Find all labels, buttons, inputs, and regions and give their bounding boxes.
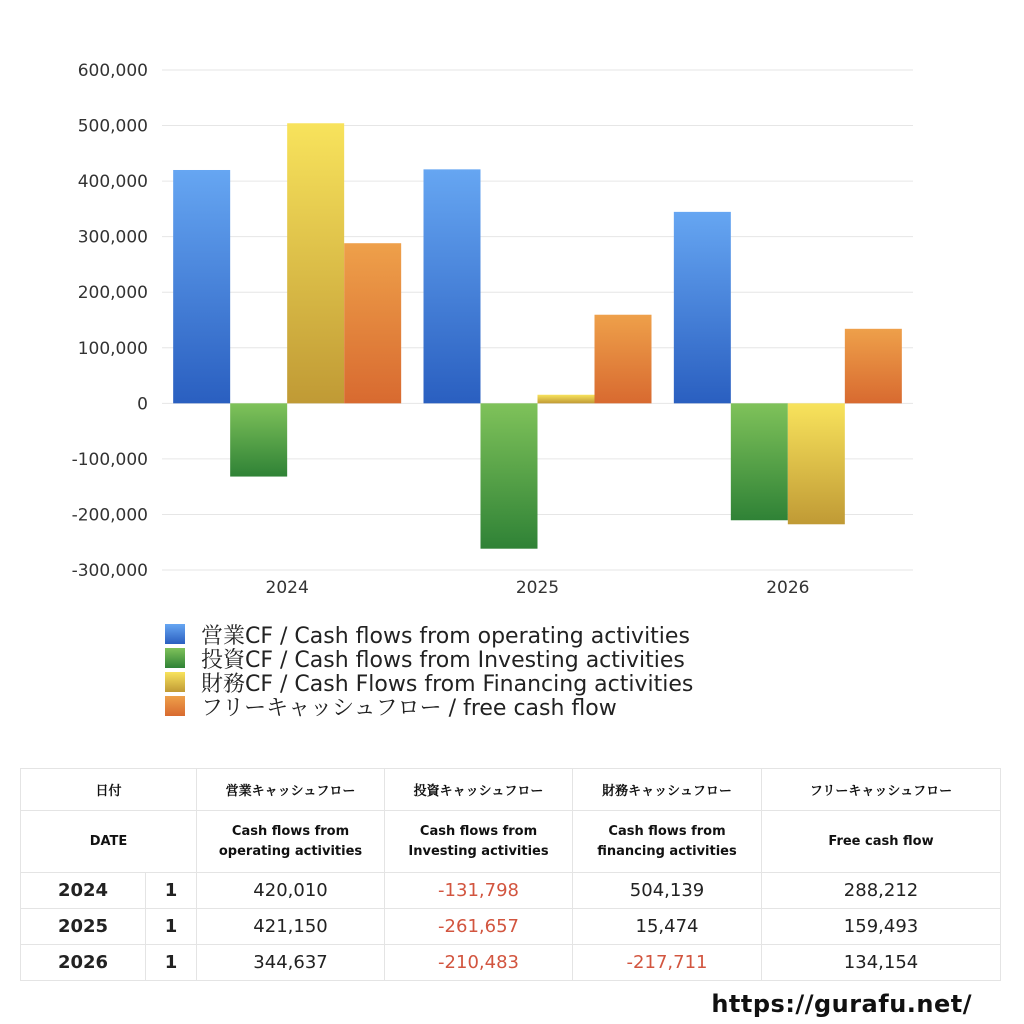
table-row [21,909,1001,945]
y-tick-label: 300,000 [77,227,148,248]
header-free-cash-flow-en-line: Free cash flow [828,833,934,849]
y-tick-label: 500,000 [77,116,148,137]
cell-operating: 420,010 [197,873,385,909]
y-tick-label: 600,000 [77,61,148,81]
header-free-cash-flow-jp: フリーキャッシュフロー [762,769,1001,811]
header-investing-en-line1: Cash flows from [419,823,538,839]
bar [481,403,538,548]
chart-legend [165,622,694,721]
y-tick-label: 100,000 [77,338,148,359]
cell-investing: -131,798 [385,873,573,909]
cell-financing: 15,474 [573,909,762,945]
legend-swatch-financing [165,672,185,692]
cell-operating: 421,150 [197,909,385,945]
cell-investing: -261,657 [385,909,573,945]
header-investing-en-line2: Investing activities [408,843,549,859]
header-operating-en-line1: Cash flows from [231,823,350,839]
cell-investing: -210,483 [385,945,573,981]
bar [674,212,731,403]
x-tick-label: 2026 [766,578,810,598]
legend-swatch-free-cash-flow [165,696,185,716]
legend-label-investing: 投資CF / Cash flows from Investing activities [201,647,685,673]
legend-label-financing: 財務CF / Cash Flows from Financing activities [201,671,694,697]
table-row [21,945,1001,981]
bar [788,403,845,524]
legend-label-free-cash-flow: フリーキャッシュフロー / free cash flow [201,695,617,721]
y-tick-label: -300,000 [71,561,148,581]
header-operating-en [197,811,385,873]
row-count: 1 [146,873,197,909]
bar [731,403,788,520]
row-count: 1 [146,945,197,981]
row-count: 1 [146,909,197,945]
x-tick-label: 2025 [515,578,560,598]
cash-flow-table [20,768,1001,981]
header-financing-en-line1: Cash flows from [608,823,726,839]
header-date-en-line: DATE [89,833,128,849]
bar [845,329,902,404]
bar [538,395,595,404]
header-free-cash-flow-en [762,811,1001,873]
legend-swatch-investing [165,648,185,668]
header-date-jp: 日付 [21,769,197,811]
cell-financing: 504,139 [573,873,762,909]
y-tick-label: -100,000 [71,449,148,470]
header-financing-jp: 財務キャッシュフロー [573,769,762,811]
header-operating-en-line2: operating activities [218,843,363,859]
cell-free-cash-flow: 159,493 [762,909,1001,945]
y-tick-label: 200,000 [77,283,148,304]
header-operating-jp: 営業キャッシュフロー [197,769,385,811]
table-header-row-jp [21,769,1001,811]
y-tick-label: 400,000 [77,172,148,193]
table-header-row-en [21,811,1001,873]
header-financing-en [573,811,762,873]
header-investing-jp: 投資キャッシュフロー [385,769,573,811]
bar [344,243,401,403]
bar [230,403,287,476]
header-date-en [21,811,197,873]
row-year: 2026 [21,945,146,981]
site-url[interactable]: https://gurafu.net/ [711,990,972,1018]
row-year: 2025 [21,909,146,945]
legend-swatch-operating [165,624,185,644]
row-year: 2024 [21,873,146,909]
header-investing-en [385,811,573,873]
cell-operating: 344,637 [197,945,385,981]
header-financing-en-line2: financing activities [597,843,737,859]
y-tick-label: -200,000 [71,505,148,526]
bar [424,169,481,403]
cell-free-cash-flow: 134,154 [762,945,1001,981]
legend-label-operating: 営業CF / Cash flows from operating activities [201,623,690,649]
bar [173,170,230,403]
legend-item-free-cash-flow [165,694,693,721]
bar [287,123,344,403]
x-tick-label: 2024 [265,578,309,598]
bar [595,315,652,404]
cell-free-cash-flow: 288,212 [762,873,1001,909]
table-row [21,873,1001,909]
cell-financing: -217,711 [573,945,762,981]
y-tick-label: 0 [137,394,148,415]
